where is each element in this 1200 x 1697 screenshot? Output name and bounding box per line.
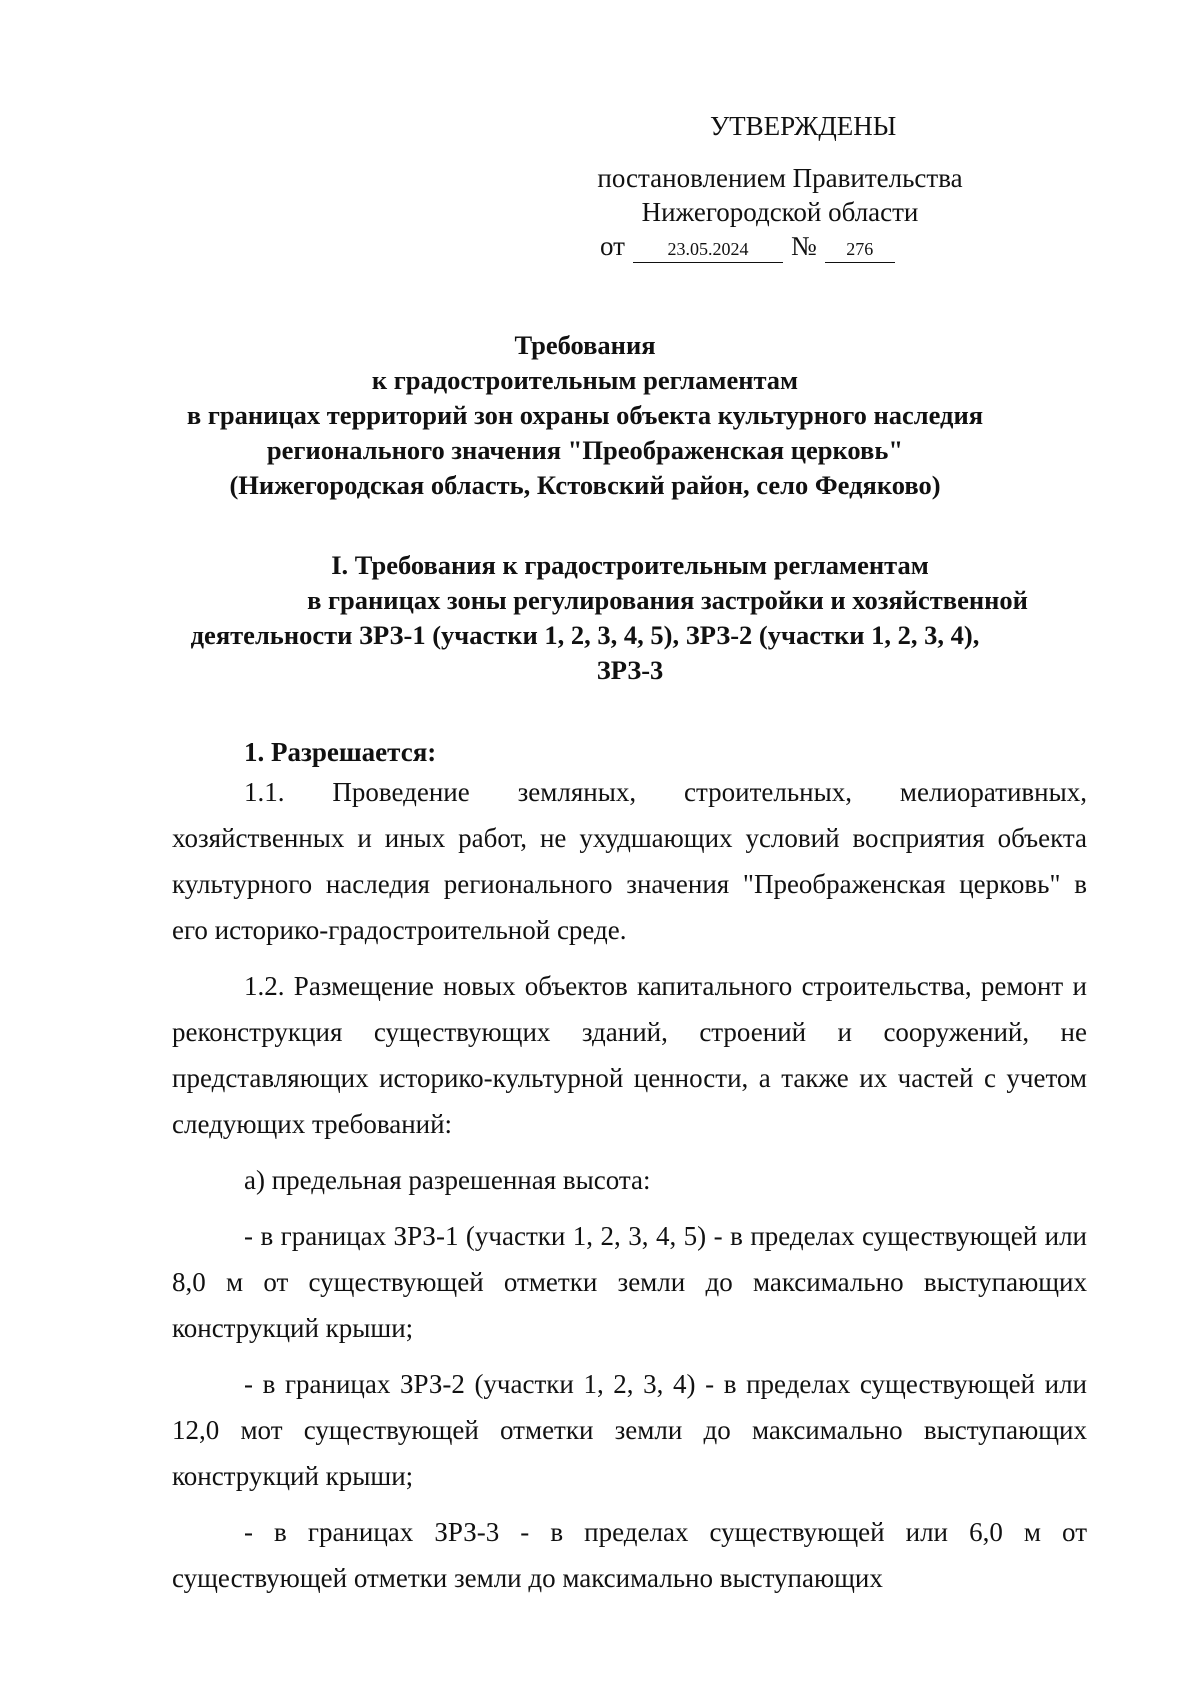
number-label: №: [790, 231, 817, 261]
approved-label: УТВЕРЖДЕНЫ: [710, 111, 897, 141]
title-line: (Нижегородская область, Кстовский район, село Федяково): [229, 470, 941, 500]
title-line: Требования: [514, 330, 656, 360]
height-item-zrz2: - в границах ЗРЗ-2 (участки 1, 2, 3, 4) - в пределах существующей или 12,0 мот существующей отметки земли до максимально выступающих конструкций крыши;: [172, 1369, 1087, 1491]
height-item-zrz3: - в границах ЗРЗ-3 - в пределах существующей или 6,0 м от существующей отметки земли до максимально выступающих: [172, 1517, 1087, 1593]
height-item-zrz1: - в границах ЗРЗ-1 (участки 1, 2, 3, 4, 5) - в пределах существующей или 8,0 м от существующей отметки земли до максимально выступающих конструкций крыши;: [172, 1221, 1087, 1343]
section-heading-line: ЗРЗ-3: [596, 655, 664, 685]
title-line: регионального значения "Преображенская церковь": [266, 435, 904, 465]
approval-number: 276: [825, 236, 895, 263]
approval-date-line: [600, 230, 895, 263]
document-title: [150, 328, 1020, 503]
title-line: к градостроительным регламентам: [371, 365, 799, 395]
approval-line-2: Нижегородской области: [641, 197, 919, 227]
subclause-a: а) предельная разрешенная высота:: [244, 1165, 651, 1195]
title-line: в границах территорий зон охраны объекта культурного наследия: [186, 400, 984, 430]
section-heading-line: в границах зоны регулирования застройки и хозяйственной: [307, 585, 1028, 615]
approval-line-1: постановлением Правительства: [597, 163, 963, 193]
document-body: [172, 735, 1087, 1601]
clause-1-2: 1.2. Размещение новых объектов капитального строительства, ремонт и реконструкция существующих зданий, строений и сооружений, не представляющих историко-культурной ценности, а также их частей с учетом следующих требований:: [172, 971, 1087, 1139]
section-heading-line: деятельности ЗРЗ-1 (участки 1, 2, 3, 4, 5), ЗРЗ-2 (участки 1, 2, 3, 4),: [190, 620, 980, 650]
from-label: от: [600, 231, 625, 261]
approval-date: 23.05.2024: [633, 236, 783, 263]
section-heading: [190, 548, 1040, 688]
clause-1-1: 1.1. Проведение земляных, строительных, мелиоративных, хозяйственных и иных работ, не ухудшающих условий восприятия объекта культурного наследия регионального значения "Преображенская церковь" в его историко-градостроительной среде.: [172, 777, 1087, 945]
section-heading-line: I. Требования к градостроительным регламентам: [331, 550, 929, 580]
clause-heading: 1. Разрешается:: [244, 737, 437, 767]
